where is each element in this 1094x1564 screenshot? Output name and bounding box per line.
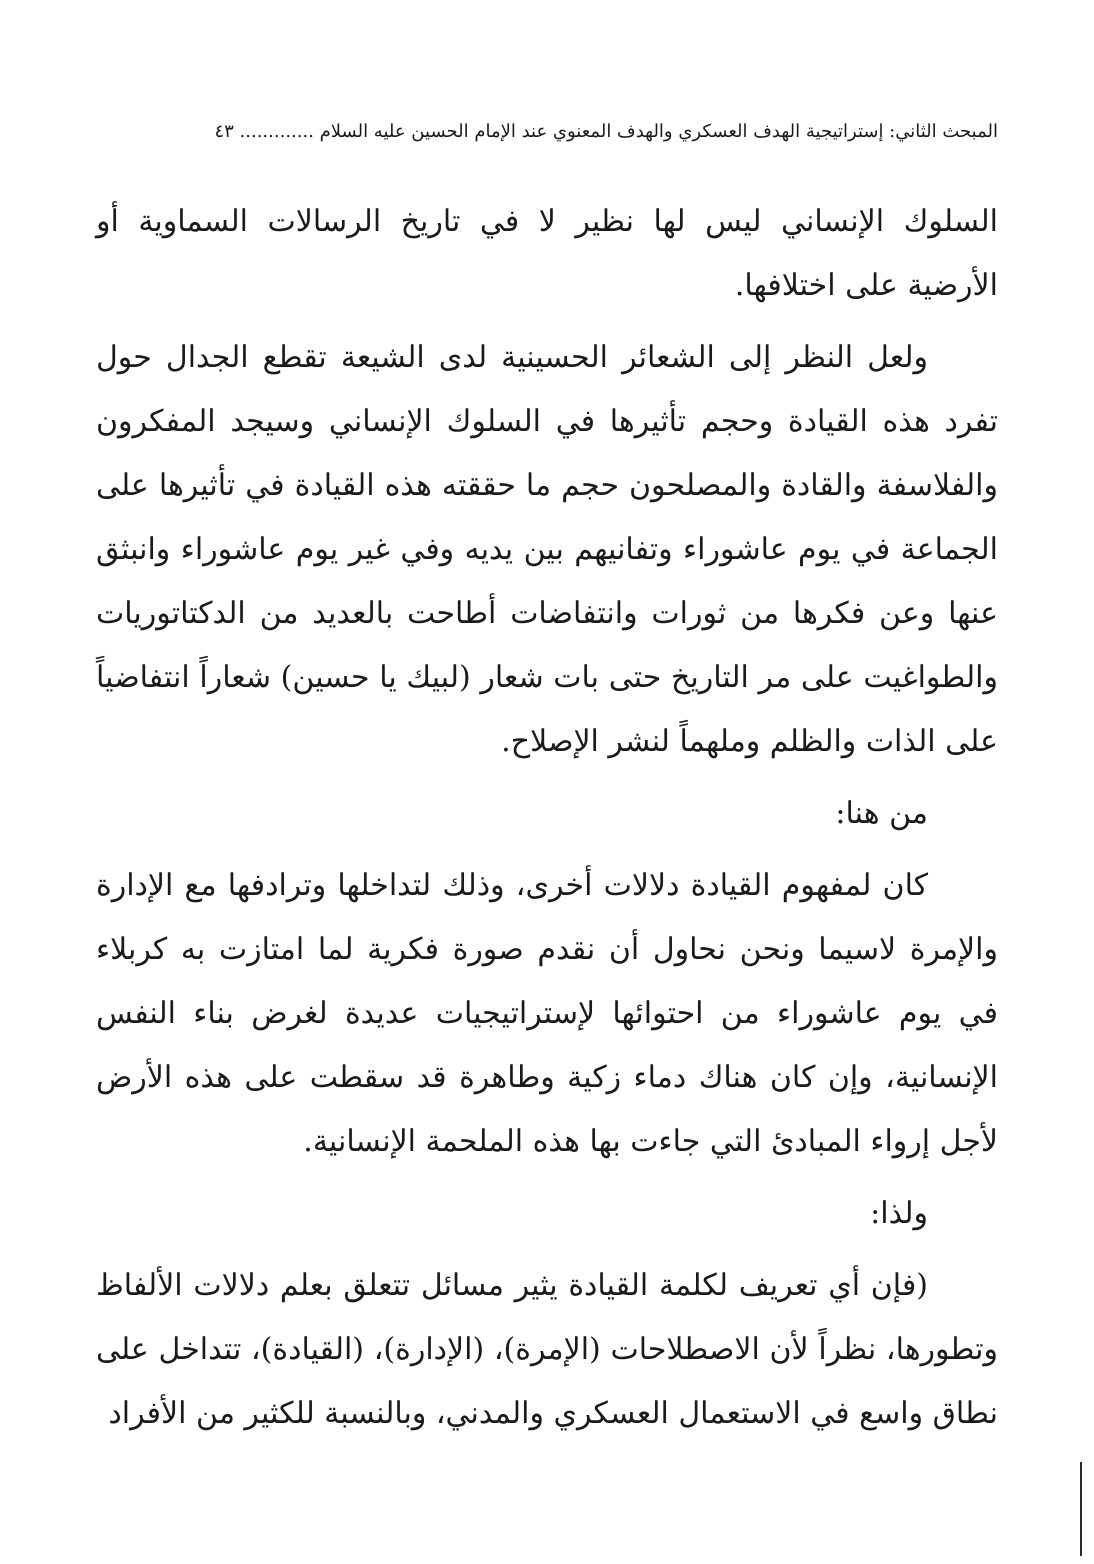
paragraph-leadership-concept: كان لمفهوم القيادة دلالات أخرى، وذلك لتداخلها وترادفها مع الإدارة والإمرة لاسيما ونحن نحاول أن نقدم صورة فكرية لما امتازت به كربلاء في يوم عاشوراء من احتوائها لإستراتيجيات عديدة لغرض بناء النفس الإنسانية، وإن كان هناك دماء زكية وطاهرة قد سقطت على هذه الأرض لأجل إرواء المبادئ التي جاءت بها هذه الملحمة الإنسانية. [96, 868, 998, 1159]
page-edge-line [1080, 1462, 1082, 1556]
paragraph-continuation: السلوك الإنساني ليس لها نظير لا في تاريخ الرسالات السماوية أو الأرضية على اختلافها. [96, 204, 998, 303]
body-text [96, 190, 998, 1446]
paragraph-husseini-rituals: ولعل النظر إلى الشعائر الحسينية لدى الشيعة تقطع الجدال حول تفرد هذه القيادة وحجم تأثيرها في السلوك الإنساني وسيجد المفكرون والفلاسفة والقادة والمصلحون حجم ما حققته هذه القيادة في تأثيرها على الجماعة في يوم عاشوراء وتفانيهم بين يديه وفي غير يوم عاشوراء وانبثق عنها وعن فكرها من ثورات وانتفاضات أطاحت بالعديد من الدكتاتوريات والطواغيت على مر التاريخ حتى بات شعار (لبيك يا حسين) شعاراً انتفاضياً على الذات والظلم وملهماً لنشر الإصلاح. [96, 340, 998, 759]
running-header: المبحث الثاني: إستراتيجية الهدف العسكري والهدف المعنوي عند الإمام الحسين عليه السلام ............. ٤٣ [214, 121, 998, 142]
paragraph-definition-quote: (فإن أي تعريف لكلمة القيادة يثير مسائل تتعلق بعلم دلالات الألفاظ وتطورها، نظراً لأن الاصطلاحات (الإمرة)، (الإدارة)، (القيادة)، تتداخل على نطاق واسع في الاستعمال العسكري والمدني، وبالنسبة للكثير من الأفراد [96, 1268, 998, 1431]
subheading-wa-lidha: ولذا: [870, 1196, 928, 1231]
subheading-min-huna: من هنا: [835, 796, 928, 831]
